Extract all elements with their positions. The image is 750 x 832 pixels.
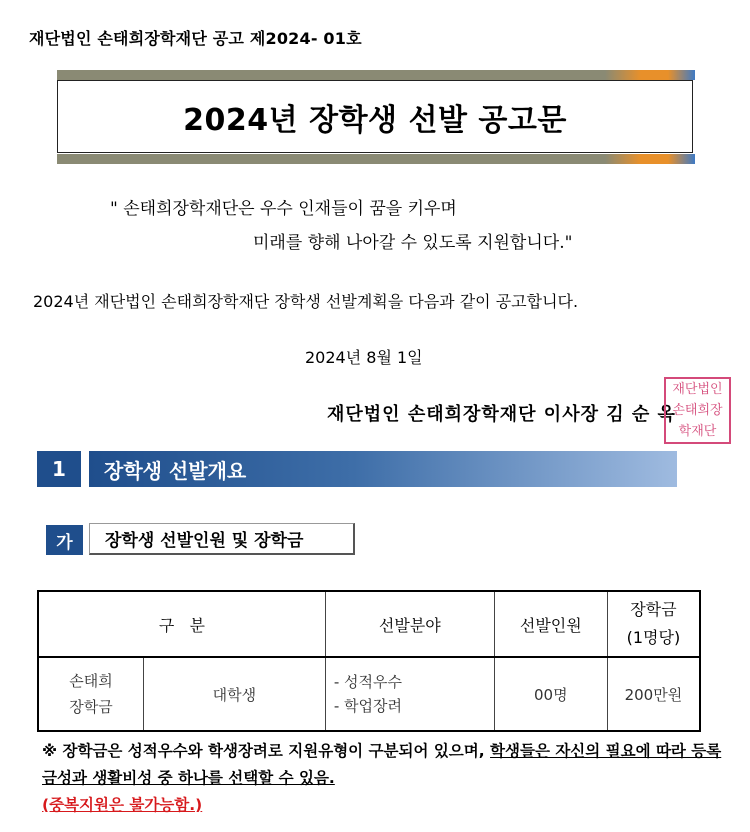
header-count: 선발인원 [494, 591, 607, 657]
announcement-date: 2024년 8월 1일 [305, 348, 423, 367]
note-text [42, 738, 722, 819]
scholarship-table [37, 590, 701, 732]
official-seal [664, 377, 731, 444]
subsection-title: 장학생 선발인원 및 장학금 [89, 523, 355, 555]
note-underlined: 학생들은 자신의 필요에 따라 등록금성과 생활비성 중 하나를 선택할 수 있음. [42, 742, 722, 787]
count-cell: 00명 [494, 657, 607, 731]
header-category: 구 분 [38, 591, 325, 657]
fields-cell [325, 657, 494, 731]
subsection-number: 가 [46, 525, 83, 555]
seal-row: 재단법인 [672, 381, 723, 397]
target-cell: 대학생 [144, 657, 326, 731]
table-header-row [38, 591, 700, 657]
seal-row: 학재단 [678, 423, 717, 439]
intro-text: 2024년 재단법인 손태희장학재단 장학생 선발계획을 다음과 같이 공고합니다. [33, 292, 579, 311]
quote-line-2: 미래를 향해 나아갈 수 있도록 지원합니다." [253, 233, 573, 253]
signer-line: 재단법인 손태희장학재단 이사장 김 순 옥 [327, 404, 676, 425]
scholarship-name-line2: 장학금 [69, 698, 113, 716]
header-amount [607, 591, 700, 657]
notice-number: 재단법인 손태희장학재단 공고 제2024- 01호 [29, 29, 362, 48]
section-title: 장학생 선발개요 [89, 451, 677, 487]
header-field: 선발분야 [325, 591, 494, 657]
note-prefix: ※ 장학금은 성적우수와 학생장려로 지원유형이 구분되어 있으며, [42, 742, 491, 760]
title-box [57, 80, 693, 153]
field-item: - 성적우수 [334, 670, 494, 694]
amount-cell: 200만원 [607, 657, 700, 731]
page-title: 2024년 장학생 선발 공고문 [183, 102, 567, 138]
scholarship-name-cell [38, 657, 144, 731]
header-amount-line2: (1명당) [626, 628, 681, 647]
field-item: - 학업장려 [334, 694, 494, 718]
header-amount-line1: 장학금 [630, 600, 677, 619]
scholarship-name-line1: 손태희 [69, 672, 113, 690]
section-number: 1 [37, 451, 81, 487]
title-bottom-stripe [57, 154, 695, 164]
note-red: (중복지원은 불가능함.) [42, 796, 203, 814]
quote-line-1: " 손태희장학재단은 우수 인재들이 꿈을 키우며 [110, 199, 457, 219]
title-top-stripe [57, 70, 695, 80]
seal-row: 손태희장 [672, 402, 723, 418]
table-row [38, 657, 700, 731]
